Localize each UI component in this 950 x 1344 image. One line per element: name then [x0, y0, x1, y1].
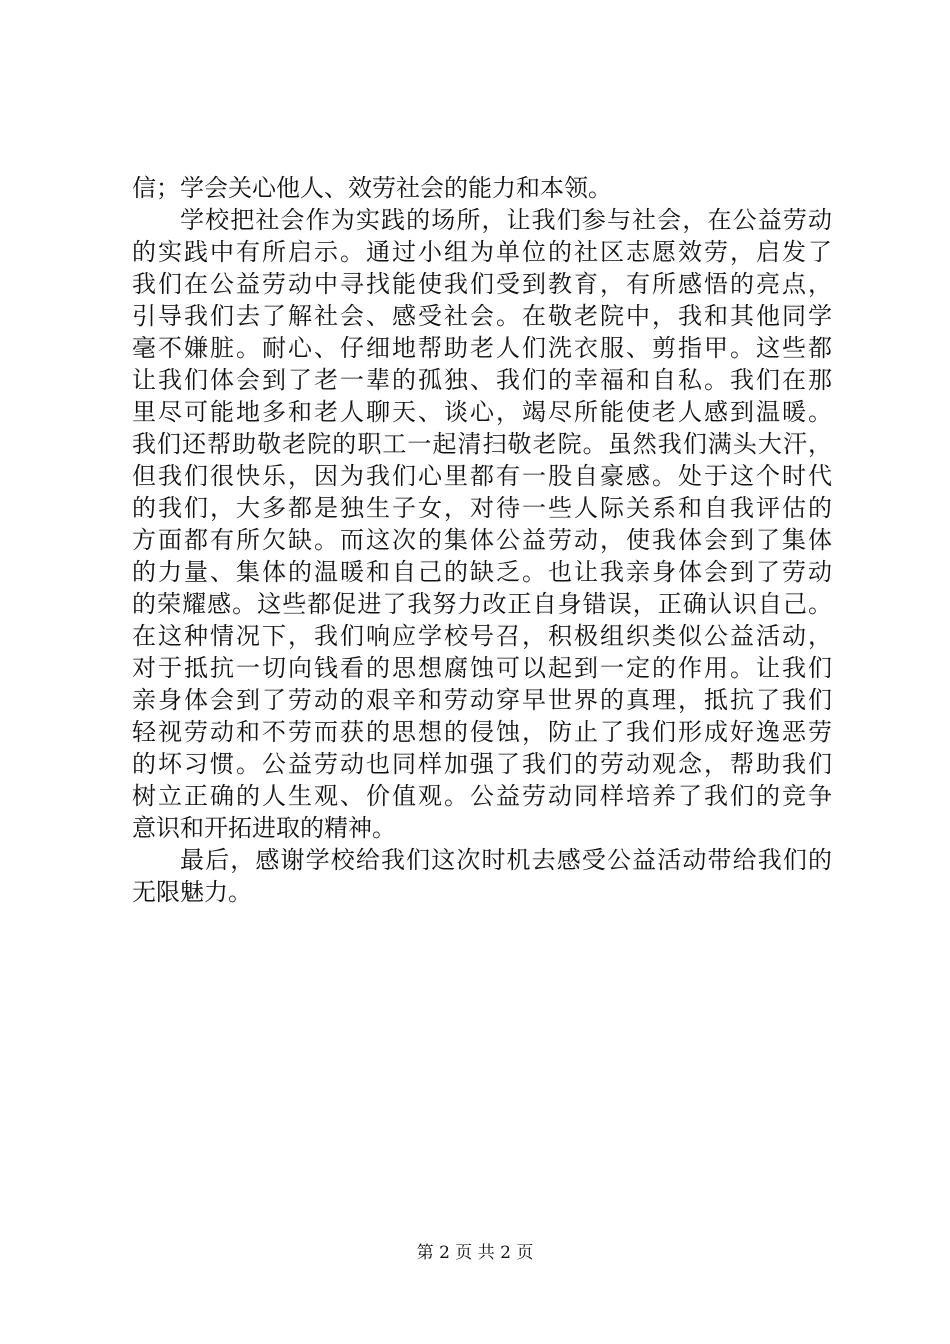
text-line: 的荣耀感。这些都促进了我努力改正自身错误，正确认识自己。 — [132, 590, 832, 618]
text-line: 的力量、集体的温暖和自己的缺乏。也让我亲身体会到了劳动 — [132, 558, 832, 586]
text-line: 让我们体会到了老一辈的孤独、我们的幸福和自私。我们在那 — [132, 366, 832, 394]
text-line: 轻视劳动和不劳而获的思想的侵蚀，防止了我们形成好逸恶劳 — [132, 718, 832, 746]
text-line: 方面都有所欠缺。而这次的集体公益劳动，使我体会到了集体 — [132, 526, 832, 554]
text-line: 的我们，大多都是独生子女，对待一些人际关系和自我评估的 — [132, 494, 832, 522]
text-line: 的实践中有所启示。通过小组为单位的社区志愿效劳，启发了 — [132, 238, 832, 266]
text-line: 我们在公益劳动中寻找能使我们受到教育，有所感悟的亮点， — [132, 270, 832, 298]
text-line: 意识和开拓进取的精神。 — [132, 814, 396, 842]
text-line: 引导我们去了解社会、感受社会。在敬老院中，我和其他同学 — [132, 302, 832, 330]
text-line: 树立正确的人生观、价值观。公益劳动同样培养了我们的竞争 — [132, 782, 832, 810]
document-body — [132, 172, 832, 908]
text-line: 信；学会关心他人、效劳社会的能力和本领。 — [132, 174, 612, 202]
text-line: 我们还帮助敬老院的职工一起清扫敬老院。虽然我们满头大汗， — [132, 430, 832, 458]
text-line: 在这种情况下，我们响应学校号召，积极组织类似公益活动， — [132, 622, 832, 650]
paragraph-first-line: 最后，感谢学校给我们这次时机去感受公益活动带给我们的 — [180, 846, 832, 874]
paragraph-first-line: 学校把社会作为实践的场所，让我们参与社会，在公益劳动 — [180, 206, 832, 234]
text-line: 对于抵抗一切向钱看的思想腐蚀可以起到一定的作用。让我们 — [132, 654, 832, 682]
text-line: 的坏习惯。公益劳动也同样加强了我们的劳动观念，帮助我们 — [132, 750, 832, 778]
text-line: 但我们很快乐，因为我们心里都有一股自豪感。处于这个时代 — [132, 462, 832, 490]
text-line: 毫不嫌脏。耐心、仔细地帮助老人们洗衣服、剪指甲。这些都 — [132, 334, 832, 362]
text-line: 里尽可能地多和老人聊天、谈心，竭尽所能使老人感到温暖。 — [132, 398, 832, 426]
page-footer: 第 2 页 共 2 页 — [416, 1243, 534, 1263]
text-line: 亲身体会到了劳动的艰辛和劳动穿早世界的真理，抵抗了我们 — [132, 686, 832, 714]
text-line: 无限魅力。 — [132, 878, 252, 906]
